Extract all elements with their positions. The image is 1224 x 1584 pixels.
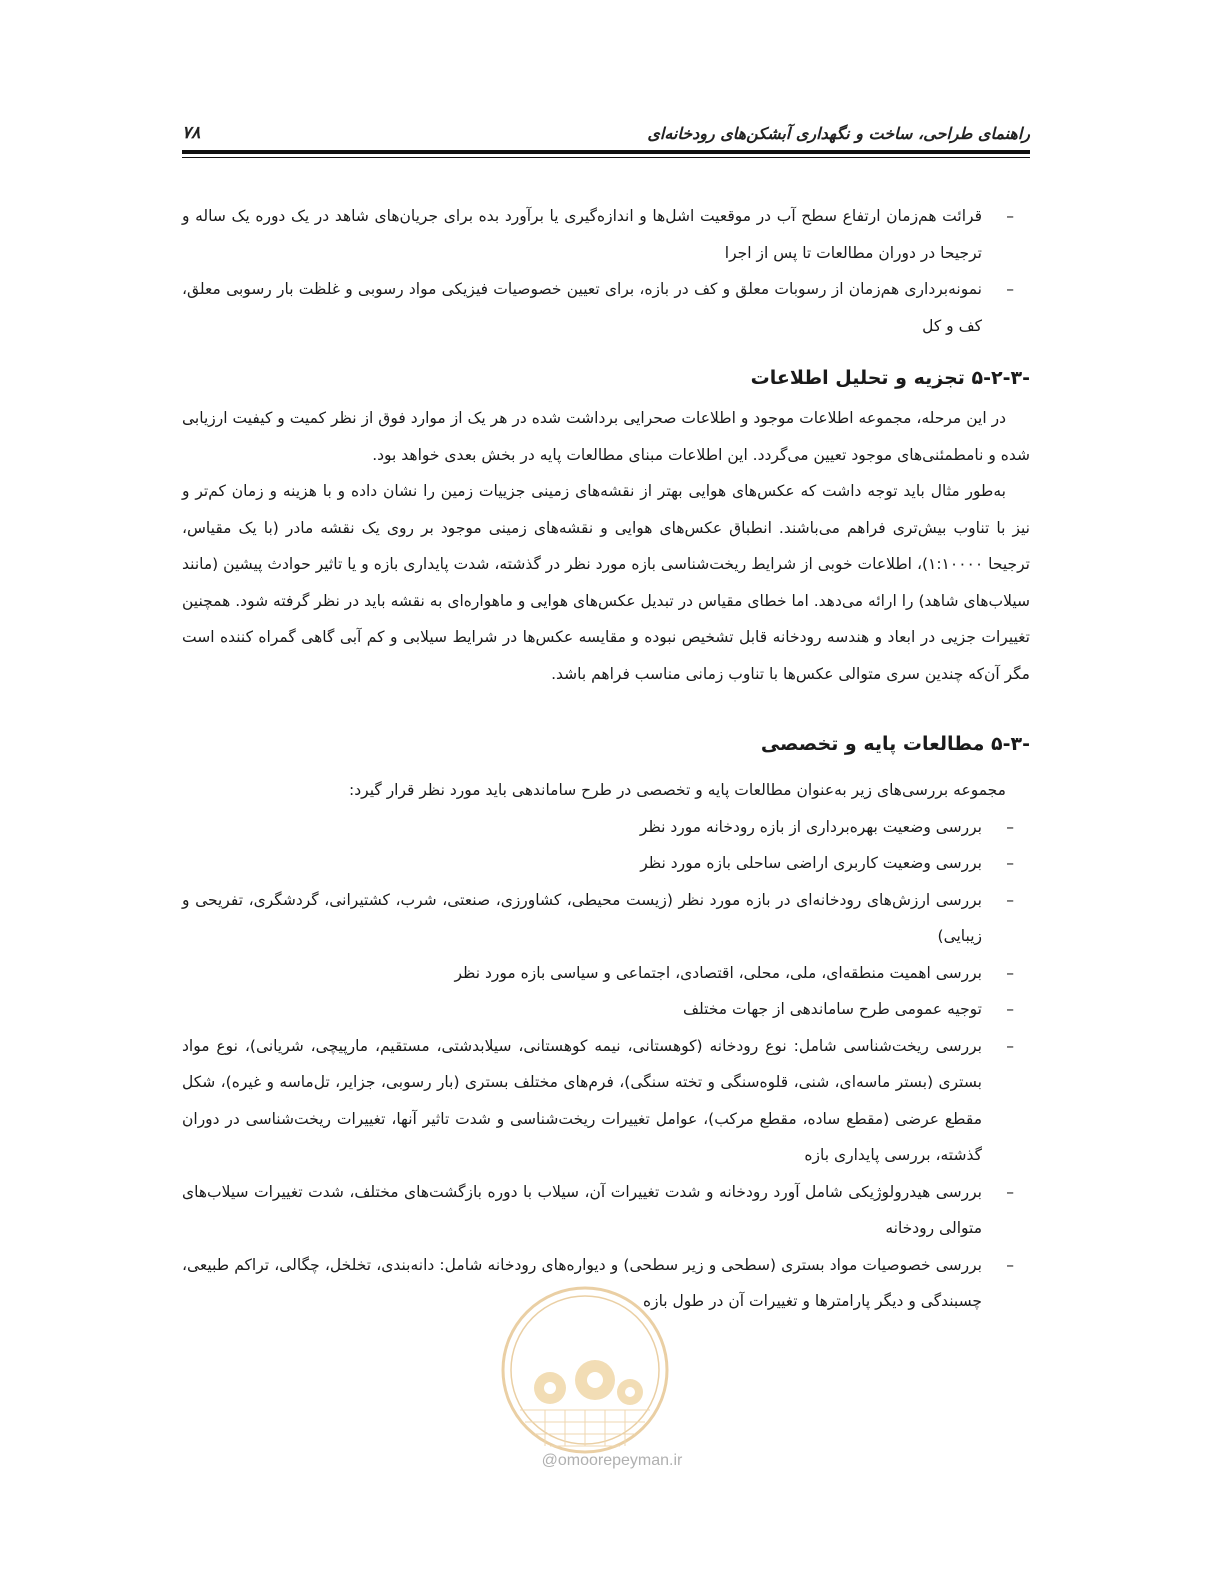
- list-item-text: نمونه‌برداری هم‌زمان از رسوبات معلق و کف در بازه، برای تعیین خصوصیات فیزیکی مواد رسوبی و غلظت بار رسوبی معلق، کف و کل: [182, 280, 982, 335]
- section-title: تجزیه و تحلیل اطلاعات: [750, 367, 965, 389]
- header-title: راهنمای طراحی، ساخت و نگهداری آبشکن‌های رودخانه‌ای: [647, 123, 1030, 143]
- dash-bullet-icon: –: [1006, 1182, 1014, 1201]
- list-item: [182, 845, 1030, 882]
- dash-bullet-icon: –: [1006, 890, 1014, 909]
- list-item-text: بررسی خصوصیات مواد بستری (سطحی و زیر سطحی) و دیواره‌های رودخانه شامل: دانه‌بندی، تخلخل، چگالی، تراکم طبیعی، چسبندگی و دیگر پارامترها و تغییرات آن در طول بازه: [182, 1255, 982, 1310]
- dash-bullet-icon: –: [1006, 1255, 1014, 1274]
- list-item: [182, 991, 1030, 1028]
- list-item: [182, 271, 1030, 344]
- list-item-text: بررسی وضعیت بهره‌برداری از بازه رودخانه مورد نظر: [639, 817, 982, 836]
- list-item-text: بررسی ارزش‌های رودخانه‌ای در بازه مورد نظر (زیست محیطی، کشاورزی، صنعتی، شرب، کشتیرانی، گردشگری، تفریحی و زیبایی): [182, 890, 982, 945]
- list-item: [182, 955, 1030, 992]
- footer-url: [0, 1452, 1224, 1470]
- paragraph: به‌طور مثال باید توجه داشت که عکس‌های هوایی بهتر از نقشه‌های زمینی جزییات زمین را نشان داده و با هزینه و زمان کم‌تر و نیز با تناوب بیش‌تری فراهم می‌باشند. انطباق عکس‌های هوایی و نقشه‌های زمینی موجود بر روی یک نقشه مادر (با یک مقیاس، ترجیحا ۱:۱۰۰۰۰)، اطلاعات خوبی از شرایط ریخت‌شناسی بازه مورد نظر در گذشته، شدت پایداری بازه و یا تاثیر حوادث پیشین (مانند سیلاب‌های شاهد) را ارائه می‌دهد. اما خطای مقیاس در تبدیل عکس‌های هوایی و ماهواره‌ای به نقشه باید در نظر گرفته شود. همچنین تغییرات جزیی در ابعاد و هندسه رودخانه قابل تشخیص نبوده و مقایسه عکس‌ها در شرایط سیلابی و کم آبی گاهی گمراه کننده است مگر آن‌که چندین سری متوالی عکس‌ها با تناوب زمانی مناسب فراهم باشد.: [182, 482, 1030, 683]
- dash-bullet-icon: –: [1006, 963, 1014, 982]
- page-number: ۷۸: [182, 123, 201, 143]
- dash-bullet-icon: –: [1006, 280, 1014, 298]
- list-item: [182, 809, 1030, 846]
- list-item-text: توجیه عمومی طرح ساماندهی از جهات مختلف: [682, 1000, 982, 1018]
- list-item-text: بررسی ریخت‌شناسی شامل: نوع رودخانه (کوهستانی، نیمه کوهستانی، سیلابدشتی، مستقیم، مارپیچی، شریانی)، نوع مواد بستری (بستر ماسه‌ای، شنی، قلوه‌سنگی و تخته سنگی)، فرم‌های مختلف بستری (بار رسوبی، جزایر، تل‌ماسه و غیره)، شکل مقطع عرضی (مقطع ساده، مقطع مرکب)، عوامل تغییرات ریخت‌شناسی و شدت تاثیر آنها، تغییرات ریخت‌شناسی در دوران گذشته، بررسی پایداری بازه: [182, 1036, 982, 1164]
- document-page: [182, 0, 1030, 1584]
- list-item: [182, 1028, 1030, 1174]
- section-title: مطالعات پایه و تخصصی: [760, 733, 985, 755]
- dash-bullet-icon: –: [1006, 854, 1014, 872]
- section-number: ۵-۳-: [991, 733, 1030, 755]
- list-item-text: بررسی وضعیت کاربری اراضی ساحلی بازه مورد نظر: [640, 854, 982, 872]
- running-header: [182, 118, 1030, 148]
- list-item: [182, 882, 1030, 955]
- intro-paragraph: مجموعه بررسی‌های زیر به‌عنوان مطالعات پایه و تخصصی در طرح ساماندهی باید مورد نظر قرار گیرد:: [349, 781, 1006, 799]
- header-rule-thin: [182, 157, 1030, 158]
- dash-bullet-icon: –: [1006, 1000, 1014, 1018]
- list-item-text: قرائت هم‌زمان ارتفاع سطح آب در موقعیت اشل‌ها و اندازه‌گیری یا برآورد بده برای جریان‌های شاهد در یک دوره یک ساله و ترجیحا در دوران مطالعات تا پس از اجرا: [182, 207, 982, 262]
- list-item: [182, 1247, 1030, 1320]
- list-item-text: بررسی اهمیت منطقه‌ای، ملی، محلی، اقتصادی، اجتماعی و سیاسی بازه مورد نظر: [454, 963, 982, 982]
- list-item-text: بررسی هیدرولوژیکی شامل آورد رودخانه و شدت تغییرات آن، سیلاب با دوره بازگشت‌های مختلف، شدت تغییرات سیلاب‌های متوالی رودخانه: [182, 1182, 982, 1237]
- section-heading: [182, 360, 1030, 396]
- section-heading: [182, 726, 1030, 762]
- dash-bullet-icon: –: [1006, 817, 1014, 836]
- paragraph: در این مرحله، مجموعه اطلاعات موجود و اطلاعات صحرایی برداشت شده در هر یک از موارد فوق از نظر کمیت و کیفیت ارزیابی شده و نامطمئنی‌های موجود تعیین می‌گردد. این اطلاعات مبنای مطالعات پایه در بخش بعدی خواهد بود.: [182, 409, 1030, 464]
- footer-url-text: omoorepeyman.ir: [557, 1452, 683, 1469]
- at-sign-icon: @: [541, 1452, 558, 1469]
- list-item: [182, 1174, 1030, 1247]
- dash-bullet-icon: –: [1006, 1036, 1014, 1055]
- page-content: [182, 198, 1030, 1320]
- list-item: [182, 198, 1030, 271]
- section-number: ۵-۲-۳-: [971, 367, 1030, 389]
- header-rule-thick: [182, 150, 1030, 154]
- dash-bullet-icon: –: [1006, 207, 1014, 225]
